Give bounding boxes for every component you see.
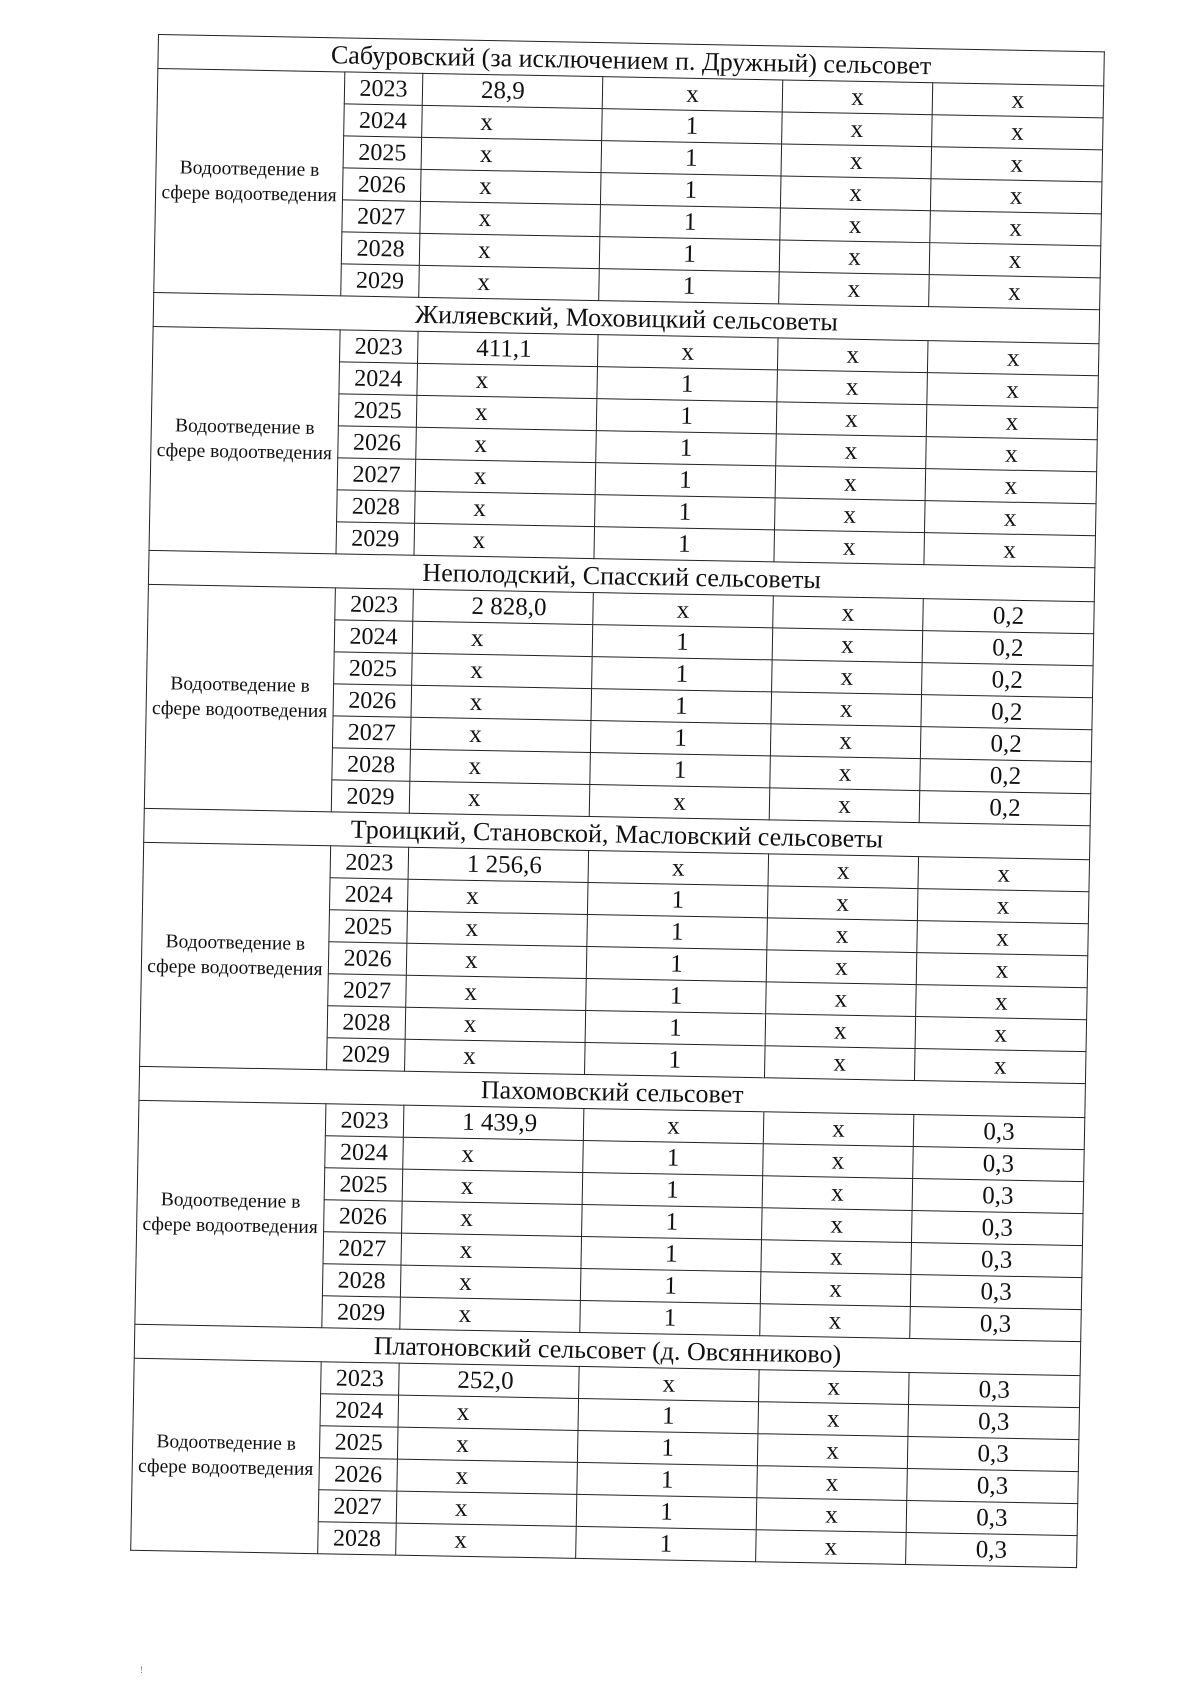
value-cell-c4: x (917, 889, 1089, 924)
value-cell-c4: 0,3 (907, 1436, 1079, 1471)
section-title: Сабуровский (за исключением п. Дружный) сельсовет (158, 35, 1104, 86)
service-label: Водоотведение в сфере водоотведения (131, 1358, 321, 1553)
value-cell-c2: 1 (583, 1140, 764, 1175)
value-cell-c1: x (420, 169, 601, 204)
value-cell-c1: x (407, 879, 588, 914)
year-cell: 2029 (322, 1296, 401, 1329)
value-cell-c3: x (760, 1272, 911, 1307)
value-cell-c2: 1 (582, 1204, 763, 1239)
service-label: Водоотведение в сфере водоотведения (144, 584, 335, 811)
wastewater-tariff-table (130, 34, 1105, 1568)
value-cell-c3: x (764, 1046, 915, 1081)
value-cell-c1: 1 256,6 (408, 847, 589, 882)
value-cell-c4: x (924, 501, 1096, 536)
value-cell-c3: x (761, 1240, 912, 1275)
value-cell-c2: 1 (577, 1462, 758, 1497)
value-cell-c2: x (579, 1366, 760, 1401)
value-cell-c2: 1 (581, 1236, 762, 1271)
value-cell-c4: 0,3 (910, 1275, 1082, 1310)
value-cell-c4: 0,2 (919, 791, 1091, 826)
value-cell-c4: x (931, 147, 1103, 182)
year-cell: 2025 (338, 394, 417, 427)
value-cell-c4: x (914, 1049, 1086, 1084)
value-cell-c4: 0,3 (906, 1500, 1078, 1535)
value-cell-c2: 1 (580, 1300, 761, 1335)
value-cell-c1: x (417, 363, 598, 398)
service-label: Водоотведение в сфере водоотведения (135, 1100, 326, 1327)
value-cell-c4: 0,3 (913, 1147, 1085, 1182)
year-cell: 2025 (324, 1168, 403, 1201)
table-body (131, 35, 1105, 1568)
value-cell-c3: x (777, 338, 928, 373)
value-cell-c2: 1 (597, 367, 778, 402)
value-cell-c1: x (405, 1007, 586, 1042)
value-cell-c1: x (411, 685, 592, 720)
value-cell-c2: x (589, 785, 770, 820)
year-cell: 2026 (342, 168, 421, 201)
value-cell-c1: x (422, 105, 603, 140)
year-cell: 2024 (320, 1394, 399, 1427)
year-cell: 2025 (319, 1426, 398, 1459)
value-cell-c1: 252,0 (399, 1363, 580, 1398)
value-cell-c4: 0,2 (922, 631, 1094, 666)
year-cell: 2024 (334, 620, 413, 653)
section-title: Жиляевский, Моховицкий сельсоветы (153, 292, 1099, 343)
value-cell-c2: 1 (585, 1042, 766, 1077)
value-cell-c3: x (779, 240, 930, 275)
value-cell-c3: x (782, 80, 933, 115)
value-cell-c4: x (929, 275, 1101, 310)
value-cell-c4: 0,2 (922, 663, 1094, 698)
value-cell-c1: x (419, 265, 600, 300)
value-cell-c4: x (916, 953, 1088, 988)
value-cell-c3: x (757, 1466, 908, 1501)
value-cell-c3: x (763, 1112, 914, 1147)
year-cell: 2029 (336, 522, 415, 555)
year-cell: 2028 (318, 1522, 397, 1555)
year-cell: 2028 (327, 1006, 406, 1039)
year-cell: 2023 (330, 846, 409, 879)
year-cell: 2024 (344, 104, 423, 137)
value-cell-c2: 1 (586, 979, 767, 1014)
value-cell-c1: 28,9 (422, 73, 603, 108)
year-cell: 2025 (329, 910, 408, 943)
value-cell-c1: x (410, 749, 591, 784)
value-cell-c4: 0,3 (907, 1468, 1079, 1503)
value-cell-c4: 0,3 (911, 1211, 1083, 1246)
section-title: Троицкий, Становской, Масловский сельсоветы (144, 808, 1090, 859)
value-cell-c3: x (782, 112, 933, 147)
value-cell-c4: x (932, 83, 1104, 118)
footer-mark: ! (140, 1665, 143, 1675)
value-cell-c1: x (415, 491, 596, 526)
value-cell-c1: x (406, 975, 587, 1010)
value-cell-c2: 1 (592, 625, 773, 660)
year-cell: 2025 (343, 136, 422, 169)
value-cell-c1: x (409, 781, 590, 816)
value-cell-c3: x (758, 1402, 909, 1437)
value-cell-c2: 1 (582, 1172, 763, 1207)
value-cell-c3: x (774, 530, 925, 565)
value-cell-c1: x (397, 1427, 578, 1462)
value-cell-c3: x (780, 176, 931, 211)
value-cell-c4: x (925, 469, 1097, 504)
value-cell-c2: 1 (596, 399, 777, 434)
value-cell-c3: x (759, 1370, 910, 1405)
value-cell-c1: x (412, 621, 593, 656)
value-cell-c1: x (414, 523, 595, 558)
value-cell-c1: x (412, 653, 593, 688)
year-cell: 2028 (332, 748, 411, 781)
value-cell-c3: x (775, 498, 926, 533)
year-cell: 2023 (340, 330, 419, 363)
year-cell: 2026 (328, 942, 407, 975)
value-cell-c2: 1 (601, 141, 782, 176)
value-cell-c2: x (588, 851, 769, 886)
year-cell: 2026 (333, 684, 412, 717)
value-cell-c3: x (779, 272, 930, 307)
value-cell-c1: x (401, 1233, 582, 1268)
value-cell-c3: x (768, 854, 919, 889)
value-cell-c3: x (763, 1144, 914, 1179)
value-cell-c3: x (760, 1304, 911, 1339)
value-cell-c2: 1 (585, 1011, 766, 1046)
value-cell-c2: 1 (595, 463, 776, 498)
value-cell-c3: x (777, 370, 928, 405)
value-cell-c1: 411,1 (418, 331, 599, 366)
value-cell-c3: x (772, 628, 923, 663)
value-cell-c3: x (762, 1176, 913, 1211)
year-cell: 2024 (329, 878, 408, 911)
value-cell-c3: x (781, 144, 932, 179)
value-cell-c1: x (397, 1459, 578, 1494)
value-cell-c4: 0,2 (920, 759, 1092, 794)
year-cell: 2028 (322, 1264, 401, 1297)
value-cell-c1: x (403, 1137, 584, 1172)
value-cell-c4: x (926, 437, 1098, 472)
value-cell-c3: x (770, 756, 921, 791)
value-cell-c2: 1 (576, 1494, 757, 1529)
year-cell: 2023 (344, 72, 423, 105)
value-cell-c2: 1 (596, 431, 777, 466)
value-cell-c3: x (765, 1014, 916, 1049)
value-cell-c2: x (593, 593, 774, 628)
year-cell: 2029 (327, 1038, 406, 1071)
year-cell: 2026 (319, 1458, 398, 1491)
value-cell-c4: x (929, 243, 1101, 278)
service-label: Водоотведение в сфере водоотведения (140, 842, 331, 1069)
year-cell: 2023 (321, 1362, 400, 1395)
value-cell-c2: 1 (590, 753, 771, 788)
value-cell-c1: x (406, 943, 587, 978)
value-cell-c3: x (772, 660, 923, 695)
value-cell-c4: 0,3 (910, 1306, 1082, 1341)
value-cell-c1: x (396, 1523, 577, 1558)
value-cell-c2: 1 (595, 495, 776, 530)
section-title: Пахомовский сельсовет (139, 1066, 1085, 1117)
scanned-table-sheet (130, 34, 1104, 1568)
value-cell-c1: x (405, 1039, 586, 1074)
value-cell-c2: 1 (599, 237, 780, 272)
service-label: Водоотведение в сфере водоотведения (154, 69, 345, 296)
value-cell-c1: x (415, 459, 596, 494)
value-cell-c3: x (766, 982, 917, 1017)
value-cell-c4: 0,3 (913, 1115, 1085, 1150)
value-cell-c2: 1 (580, 1268, 761, 1303)
value-cell-c1: x (396, 1491, 577, 1526)
value-cell-c1: x (402, 1169, 583, 1204)
section-title: Неполодский, Спасский сельсоветы (148, 550, 1094, 601)
value-cell-c2: 1 (576, 1526, 757, 1561)
value-cell-c2: x (583, 1108, 764, 1143)
value-cell-c4: 0,3 (912, 1179, 1084, 1214)
year-cell: 2027 (318, 1490, 397, 1523)
value-cell-c3: x (770, 724, 921, 759)
value-cell-c3: x (762, 1208, 913, 1243)
value-cell-c4: 0,2 (920, 727, 1092, 762)
value-cell-c4: 0,3 (906, 1532, 1078, 1567)
value-cell-c4: 0,3 (908, 1404, 1080, 1439)
year-cell: 2026 (338, 426, 417, 459)
value-cell-c1: x (416, 395, 597, 430)
section-title: Платоновский сельсовет (д. Овсянниково) (134, 1324, 1080, 1375)
year-cell: 2027 (337, 458, 416, 491)
value-cell-c4: x (930, 179, 1102, 214)
value-cell-c1: x (416, 427, 597, 462)
value-cell-c2: 1 (587, 883, 768, 918)
value-cell-c3: x (766, 950, 917, 985)
value-cell-c1: x (420, 201, 601, 236)
value-cell-c2: 1 (578, 1398, 759, 1433)
value-cell-c4: 0,2 (923, 599, 1095, 634)
value-cell-c3: x (775, 466, 926, 501)
value-cell-c2: 1 (599, 269, 780, 304)
value-cell-c4: x (926, 405, 1098, 440)
value-cell-c4: x (916, 985, 1088, 1020)
value-cell-c1: x (400, 1265, 581, 1300)
value-cell-c1: x (398, 1395, 579, 1430)
value-cell-c1: x (421, 137, 602, 172)
year-cell: 2027 (323, 1232, 402, 1265)
value-cell-c3: x (756, 1498, 907, 1533)
value-cell-c4: 0,3 (909, 1372, 1081, 1407)
value-cell-c1: x (419, 233, 600, 268)
service-label: Водоотведение в сфере водоотведения (149, 326, 340, 553)
value-cell-c2: 1 (594, 527, 775, 562)
value-cell-c2: 1 (592, 657, 773, 692)
year-cell: 2024 (325, 1136, 404, 1169)
value-cell-c2: 1 (590, 721, 771, 756)
year-cell: 2024 (339, 362, 418, 395)
value-cell-c4: x (918, 857, 1090, 892)
value-cell-c2: 1 (591, 689, 772, 724)
year-cell: 2029 (341, 264, 420, 297)
value-cell-c2: 1 (586, 947, 767, 982)
year-cell: 2023 (325, 1104, 404, 1137)
year-cell: 2028 (341, 232, 420, 265)
value-cell-c4: x (924, 533, 1096, 568)
value-cell-c3: x (776, 402, 927, 437)
value-cell-c4: 0,3 (911, 1243, 1083, 1278)
value-cell-c2: 1 (602, 109, 783, 144)
value-cell-c4: x (927, 341, 1099, 376)
value-cell-c2: 1 (600, 173, 781, 208)
value-cell-c2: 1 (577, 1430, 758, 1465)
value-cell-c3: x (756, 1530, 907, 1565)
value-cell-c2: x (602, 77, 783, 112)
value-cell-c2: 1 (587, 915, 768, 950)
value-cell-c3: x (769, 788, 920, 823)
year-cell: 2023 (335, 588, 414, 621)
value-cell-c1: x (402, 1201, 583, 1236)
year-cell: 2025 (334, 652, 413, 685)
value-cell-c4: x (917, 921, 1089, 956)
value-cell-c3: x (773, 596, 924, 631)
value-cell-c3: x (776, 434, 927, 469)
value-cell-c1: x (410, 717, 591, 752)
value-cell-c1: 2 828,0 (413, 589, 594, 624)
value-cell-c1: 1 439,9 (403, 1105, 584, 1140)
value-cell-c4: x (930, 211, 1102, 246)
value-cell-c4: x (915, 1017, 1087, 1052)
value-cell-c2: x (597, 335, 778, 370)
value-cell-c3: x (767, 886, 918, 921)
year-cell: 2026 (324, 1200, 403, 1233)
value-cell-c1: x (407, 911, 588, 946)
value-cell-c4: x (927, 373, 1099, 408)
value-cell-c4: x (932, 115, 1104, 150)
value-cell-c3: x (771, 692, 922, 727)
value-cell-c3: x (780, 208, 931, 243)
value-cell-c3: x (757, 1434, 908, 1469)
year-cell: 2029 (331, 780, 410, 813)
value-cell-c4: 0,2 (921, 695, 1093, 730)
year-cell: 2027 (342, 200, 421, 233)
value-cell-c1: x (400, 1297, 581, 1332)
year-cell: 2027 (328, 974, 407, 1007)
value-cell-c3: x (767, 918, 918, 953)
year-cell: 2027 (332, 716, 411, 749)
year-cell: 2028 (337, 490, 416, 523)
value-cell-c2: 1 (600, 205, 781, 240)
